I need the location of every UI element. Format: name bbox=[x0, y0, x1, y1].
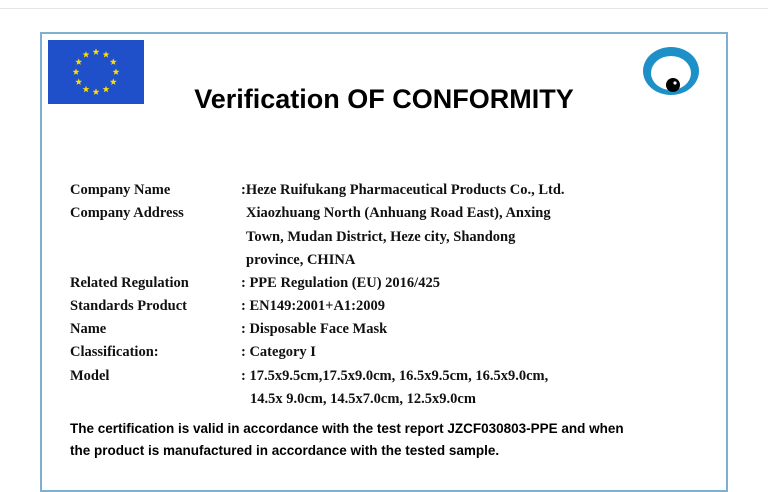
eu-star-icon bbox=[93, 48, 100, 55]
eu-star-icon bbox=[75, 58, 82, 65]
page-title: Verification OF CONFORMITY bbox=[194, 84, 574, 114]
eu-star-icon bbox=[113, 68, 120, 75]
standards-product-value: : EN149:2001+A1:2009 bbox=[241, 298, 385, 314]
company-address-line-2: Town, Mudan District, Heze city, Shandong bbox=[246, 229, 516, 245]
name-value: : Disposable Face Mask bbox=[241, 321, 388, 337]
classification-value: : Category I bbox=[241, 344, 316, 360]
company-name-value: :Heze Ruifukang Pharmaceutical Products Co., Ltd. bbox=[241, 182, 565, 198]
eu-star-icon bbox=[103, 51, 110, 58]
standards-product-label: Standards Product bbox=[70, 298, 187, 314]
company-address-label: Company Address bbox=[70, 205, 184, 221]
related-regulation-label: Related Regulation bbox=[70, 275, 189, 291]
top-strip bbox=[0, 0, 768, 9]
model-line-2: 14.5x 9.0cm, 14.5x7.0cm, 12.5x9.0cm bbox=[250, 391, 476, 407]
company-address-line-3: province, CHINA bbox=[246, 252, 356, 268]
related-regulation-value: : PPE Regulation (EU) 2016/425 bbox=[241, 275, 440, 291]
model-label: Model bbox=[70, 368, 110, 384]
statement-line-2: the product is manufactured in accordance with the tested sample. bbox=[70, 443, 500, 458]
statement-line-1: The certification is valid in accordance with the test report JZCF030803-PPE and when bbox=[70, 421, 624, 436]
company-name-label: Company Name bbox=[70, 182, 171, 198]
classification-label: Classification: bbox=[70, 344, 159, 360]
eu-star-icon bbox=[73, 68, 80, 75]
eu-star-icon bbox=[110, 58, 117, 65]
model-line-1: : 17.5x9.5cm,17.5x9.0cm, 16.5x9.5cm, 16.5x9.0cm, bbox=[241, 368, 549, 384]
name-label: Name bbox=[70, 321, 107, 337]
eu-star-icon bbox=[83, 51, 90, 58]
company-address-line-1: Xiaozhuang North (Anhuang Road East), Anxing bbox=[246, 205, 551, 221]
